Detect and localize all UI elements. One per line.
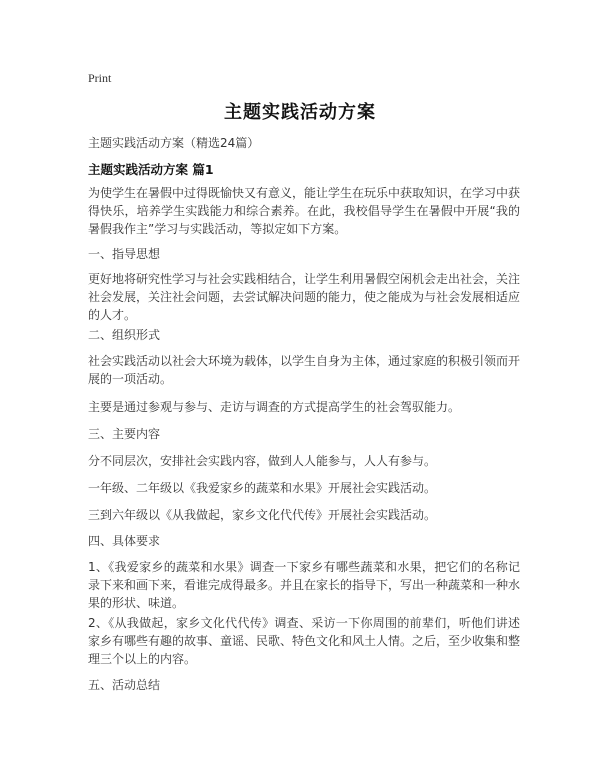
paragraph-guiding-thought: 更好地将研究性学习与社会实践相结合，让学生利用暑假空闲机会走出社会，关注社会发展，关注社会问题，去尝试解决问题的能力，使之能成为与社会发展相适应的人才。 [88, 272, 521, 322]
heading-summary: 五、活动总结 [88, 678, 161, 692]
document-subtitle: 主题实践活动方案（精选24篇） [88, 136, 260, 150]
paragraph-requirement-1: 1、《我爱家乡的蔬菜和水果》调查一下家乡有哪些蔬菜和水果，把它们的名称记录下来和画下来，看谁完成得最多。并且在家长的指导下，写出一种蔬菜和一种水果的形状、味道。 [88, 560, 521, 610]
paragraph-organization-2: 主要是通过参观与参与、走访与调查的方式提高学生的社会驾驭能力。 [88, 400, 461, 414]
paragraph-requirement-2: 2、《从我做起，家乡文化代代传》调查、采访一下你周围的前辈们，听他们讲述家乡有哪些有趣的故事、童谣、民歌、特色文化和风土人情。之后，至少收集和整理三个以上的内容。 [88, 616, 521, 666]
intro-paragraph: 为使学生在暑假中过得既愉快又有意义，能让学生在玩乐中获取知识，在学习中获得快乐，培养学生实践能力和综合素养。在此，我校倡导学生在暑假中开展“我的暑假我作主”学习与实践活动，等拟定如下方案。 [88, 186, 521, 236]
paragraph-content-2: 一年级、二年级以《我爱家乡的蔬菜和水果》开展社会实践活动。 [88, 481, 437, 495]
heading-organization: 二、组织形式 [88, 328, 161, 342]
section-heading: 主题实践活动方案 篇1 [88, 162, 214, 177]
paragraph-content-1: 分不同层次，安排社会实践内容，做到人人能参与，人人有参与。 [88, 454, 437, 468]
print-label[interactable]: Print [88, 71, 112, 85]
heading-guiding-thought: 一、指导思想 [88, 247, 161, 261]
heading-requirements: 四、具体要求 [88, 534, 161, 548]
document-title: 主题实践活动方案 [224, 102, 376, 123]
paragraph-organization-1: 社会实践活动以社会大环境为载体，以学生自身为主体，通过家庭的积极引领而开展的一项活动。 [88, 354, 521, 386]
heading-main-content: 三、主要内容 [88, 427, 161, 441]
paragraph-content-3: 三到六年级以《从我做起，家乡文化代代传》开展社会实践活动。 [88, 508, 437, 522]
